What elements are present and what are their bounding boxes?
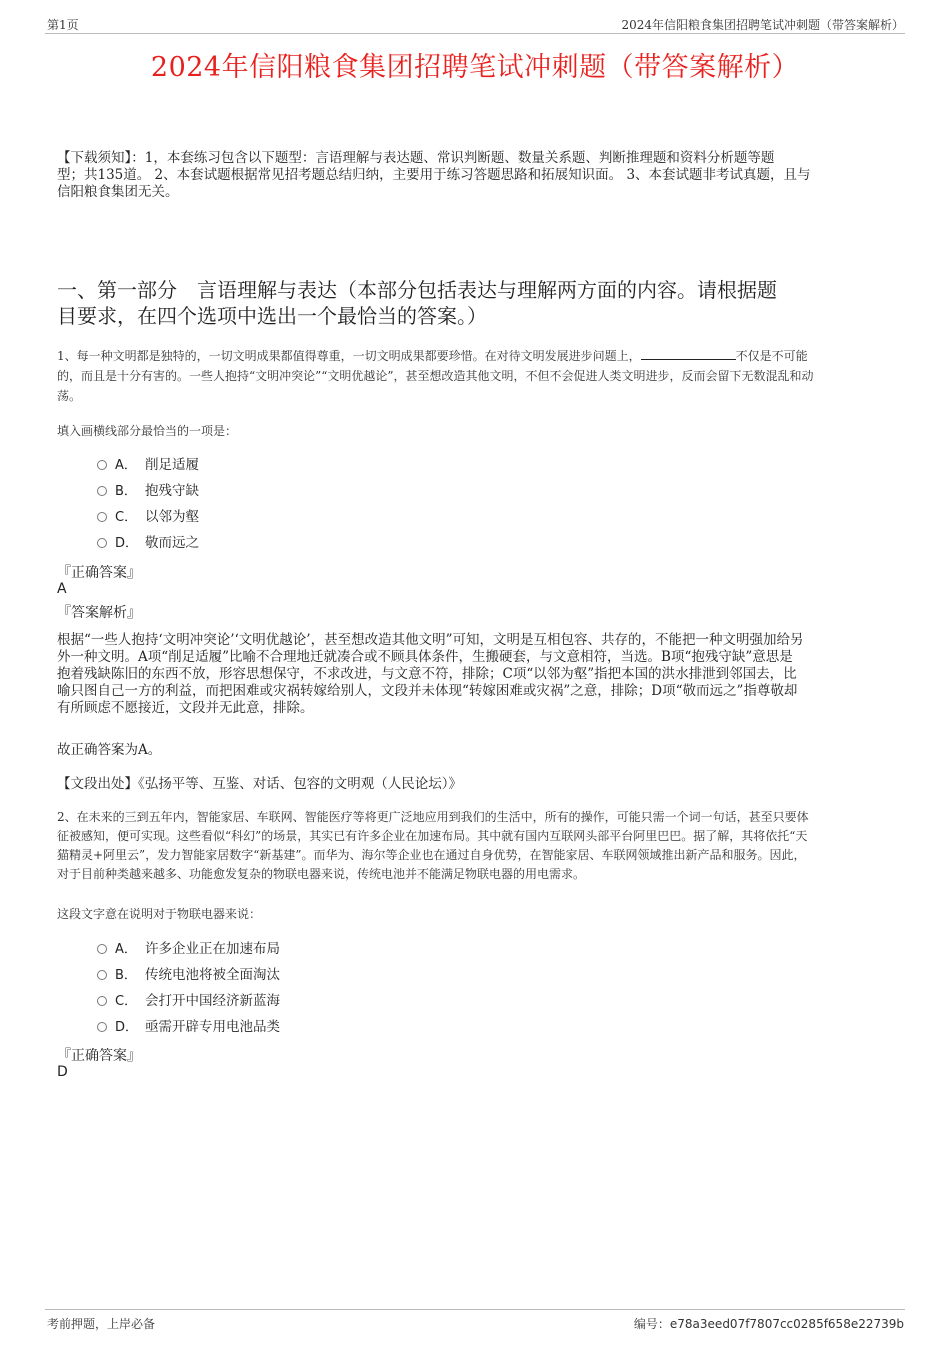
page-number: 第1页 xyxy=(47,18,79,32)
radio-icon[interactable] xyxy=(97,460,107,470)
radio-icon[interactable] xyxy=(97,1022,107,1032)
passage-source: 【文段出处】《弘扬平等、互鉴、对话、包容的文明观（人民论坛）》 xyxy=(57,776,462,792)
question-1-options xyxy=(97,455,199,553)
fill-blank xyxy=(641,347,736,360)
footer-slogan: 考前押题，上岸必备 xyxy=(47,1317,156,1331)
document-code: 编号：e78a3eed07f7807cc0285f658e22739b xyxy=(633,1317,904,1331)
radio-icon[interactable] xyxy=(97,970,107,980)
radio-icon[interactable] xyxy=(97,486,107,496)
correct-answer: A xyxy=(57,581,67,597)
correct-answer: D xyxy=(57,1064,68,1080)
option-b[interactable]: B． 传统电池将被全面淘汰 xyxy=(97,965,280,985)
notice-line: 【下载须知】：1，本套练习包含以下题型：言语理解与表达题、常识判断题、数量关系题、判断推理题和资料分析题等题 xyxy=(57,150,775,166)
option-b[interactable]: B． 抱残守缺 xyxy=(97,481,199,501)
radio-icon[interactable] xyxy=(97,944,107,954)
footer-divider xyxy=(45,1309,905,1310)
question-2-prompt: 这段文字意在说明对于物联电器来说： xyxy=(57,907,262,921)
option-a[interactable]: A． 削足适履 xyxy=(97,455,199,475)
correct-answer-label: 『正确答案』 xyxy=(57,565,141,581)
option-d[interactable]: D． 亟需开辟专用电池品类 xyxy=(97,1017,280,1037)
download-notice xyxy=(57,150,902,201)
option-a[interactable]: A． 许多企业正在加速布局 xyxy=(97,939,280,959)
notice-line: 信阳粮食集团无关。 xyxy=(57,184,179,200)
option-d[interactable]: D． 敬而远之 xyxy=(97,533,199,553)
question-2-options xyxy=(97,939,280,1037)
option-c[interactable]: C． 会打开中国经济新蓝海 xyxy=(97,991,280,1011)
analysis-label: 『答案解析』 xyxy=(57,605,141,621)
question-1-prompt: 填入画横线部分最恰当的一项是： xyxy=(57,424,238,438)
conclusion: 故正确答案为A。 xyxy=(57,742,162,758)
document-title: 2024年信阳粮食集团招聘笔试冲刺题（带答案解析） xyxy=(150,52,800,83)
question-1-stem: 1、每一种文明都是独特的，一切文明成果都值得尊重，一切文明成果都要珍惜。在对待文明发展进步问题上， 不仅是不可能 的，而且是十分有害的。一些人抱持“文明冲突论”“文明优越论”，甚至想改造其他文明，不但不会促进人类文明进步，反而会留下无数混乱和动 荡。 xyxy=(57,349,814,403)
correct-answer-label: 『正确答案』 xyxy=(57,1048,141,1064)
radio-icon[interactable] xyxy=(97,512,107,522)
radio-icon[interactable] xyxy=(97,538,107,548)
header-doc-title: 2024年信阳粮食集团招聘笔试冲刺题（带答案解析） xyxy=(621,18,904,32)
section-heading: 一、第一部分 言语理解与表达（本部分包括表达与理解两方面的内容。请根据题 目要求，在四个选项中选出一个最恰当的答案。） xyxy=(57,278,777,328)
header-divider xyxy=(45,33,905,34)
radio-icon[interactable] xyxy=(97,996,107,1006)
option-c[interactable]: C． 以邻为壑 xyxy=(97,507,199,527)
question-2-stem: 2、在未来的三到五年内，智能家居、车联网、智能医疗等将更广泛地应用到我们的生活中，所有的操作，可能只需一个词一句话，甚至只要体 征被感知，便可实现。这些看似“科幻”的场景，其实已有许多企业在加速布局。其中就有国内互联网头部平台阿里巴巴。据了解，其将依托“天 猫精灵+阿里云”，发力智能家居数字“新基建”。而华为、海尔等企业也在通过自身优势，在智能家居、车联网领域推出新产品和服务。因此， 对于目前种类越来越多、功能愈发复杂的物联电器来说，传统电池并不能满足物联电器的用电需求。 xyxy=(57,810,809,881)
answer-analysis: 根据“一些人抱持‘文明冲突论’‘文明优越论’，甚至想改造其他文明”可知，文明是互相包容、共存的，不能把一种文明强加给另 外一种文明。A项“削足适履”比喻不合理地迁就凑合或不顾具体条件，生搬硬套，与文意相符，当选。B项“抱残守缺”意思是 抱着残缺陈旧的东西不放，形容思想保守，不求改进，与文意不符，排除；C项“以邻为壑”指把本国的洪水排泄到邻国去，比 喻只图自己一方的利益，而把困难或灾祸转嫁给别人，文段并未体现“转嫁困难或灾祸”之意，排除；D项“敬而远之”指尊敬却 有所顾虑不愿接近，文段并无此意，排除。 xyxy=(57,632,804,716)
notice-line: 型；共135道。 2、本套试题根据常见招考题总结归纳，主要用于练习答题思路和拓展知识面。 3、本套试题非考试真题，且与 xyxy=(57,167,811,183)
